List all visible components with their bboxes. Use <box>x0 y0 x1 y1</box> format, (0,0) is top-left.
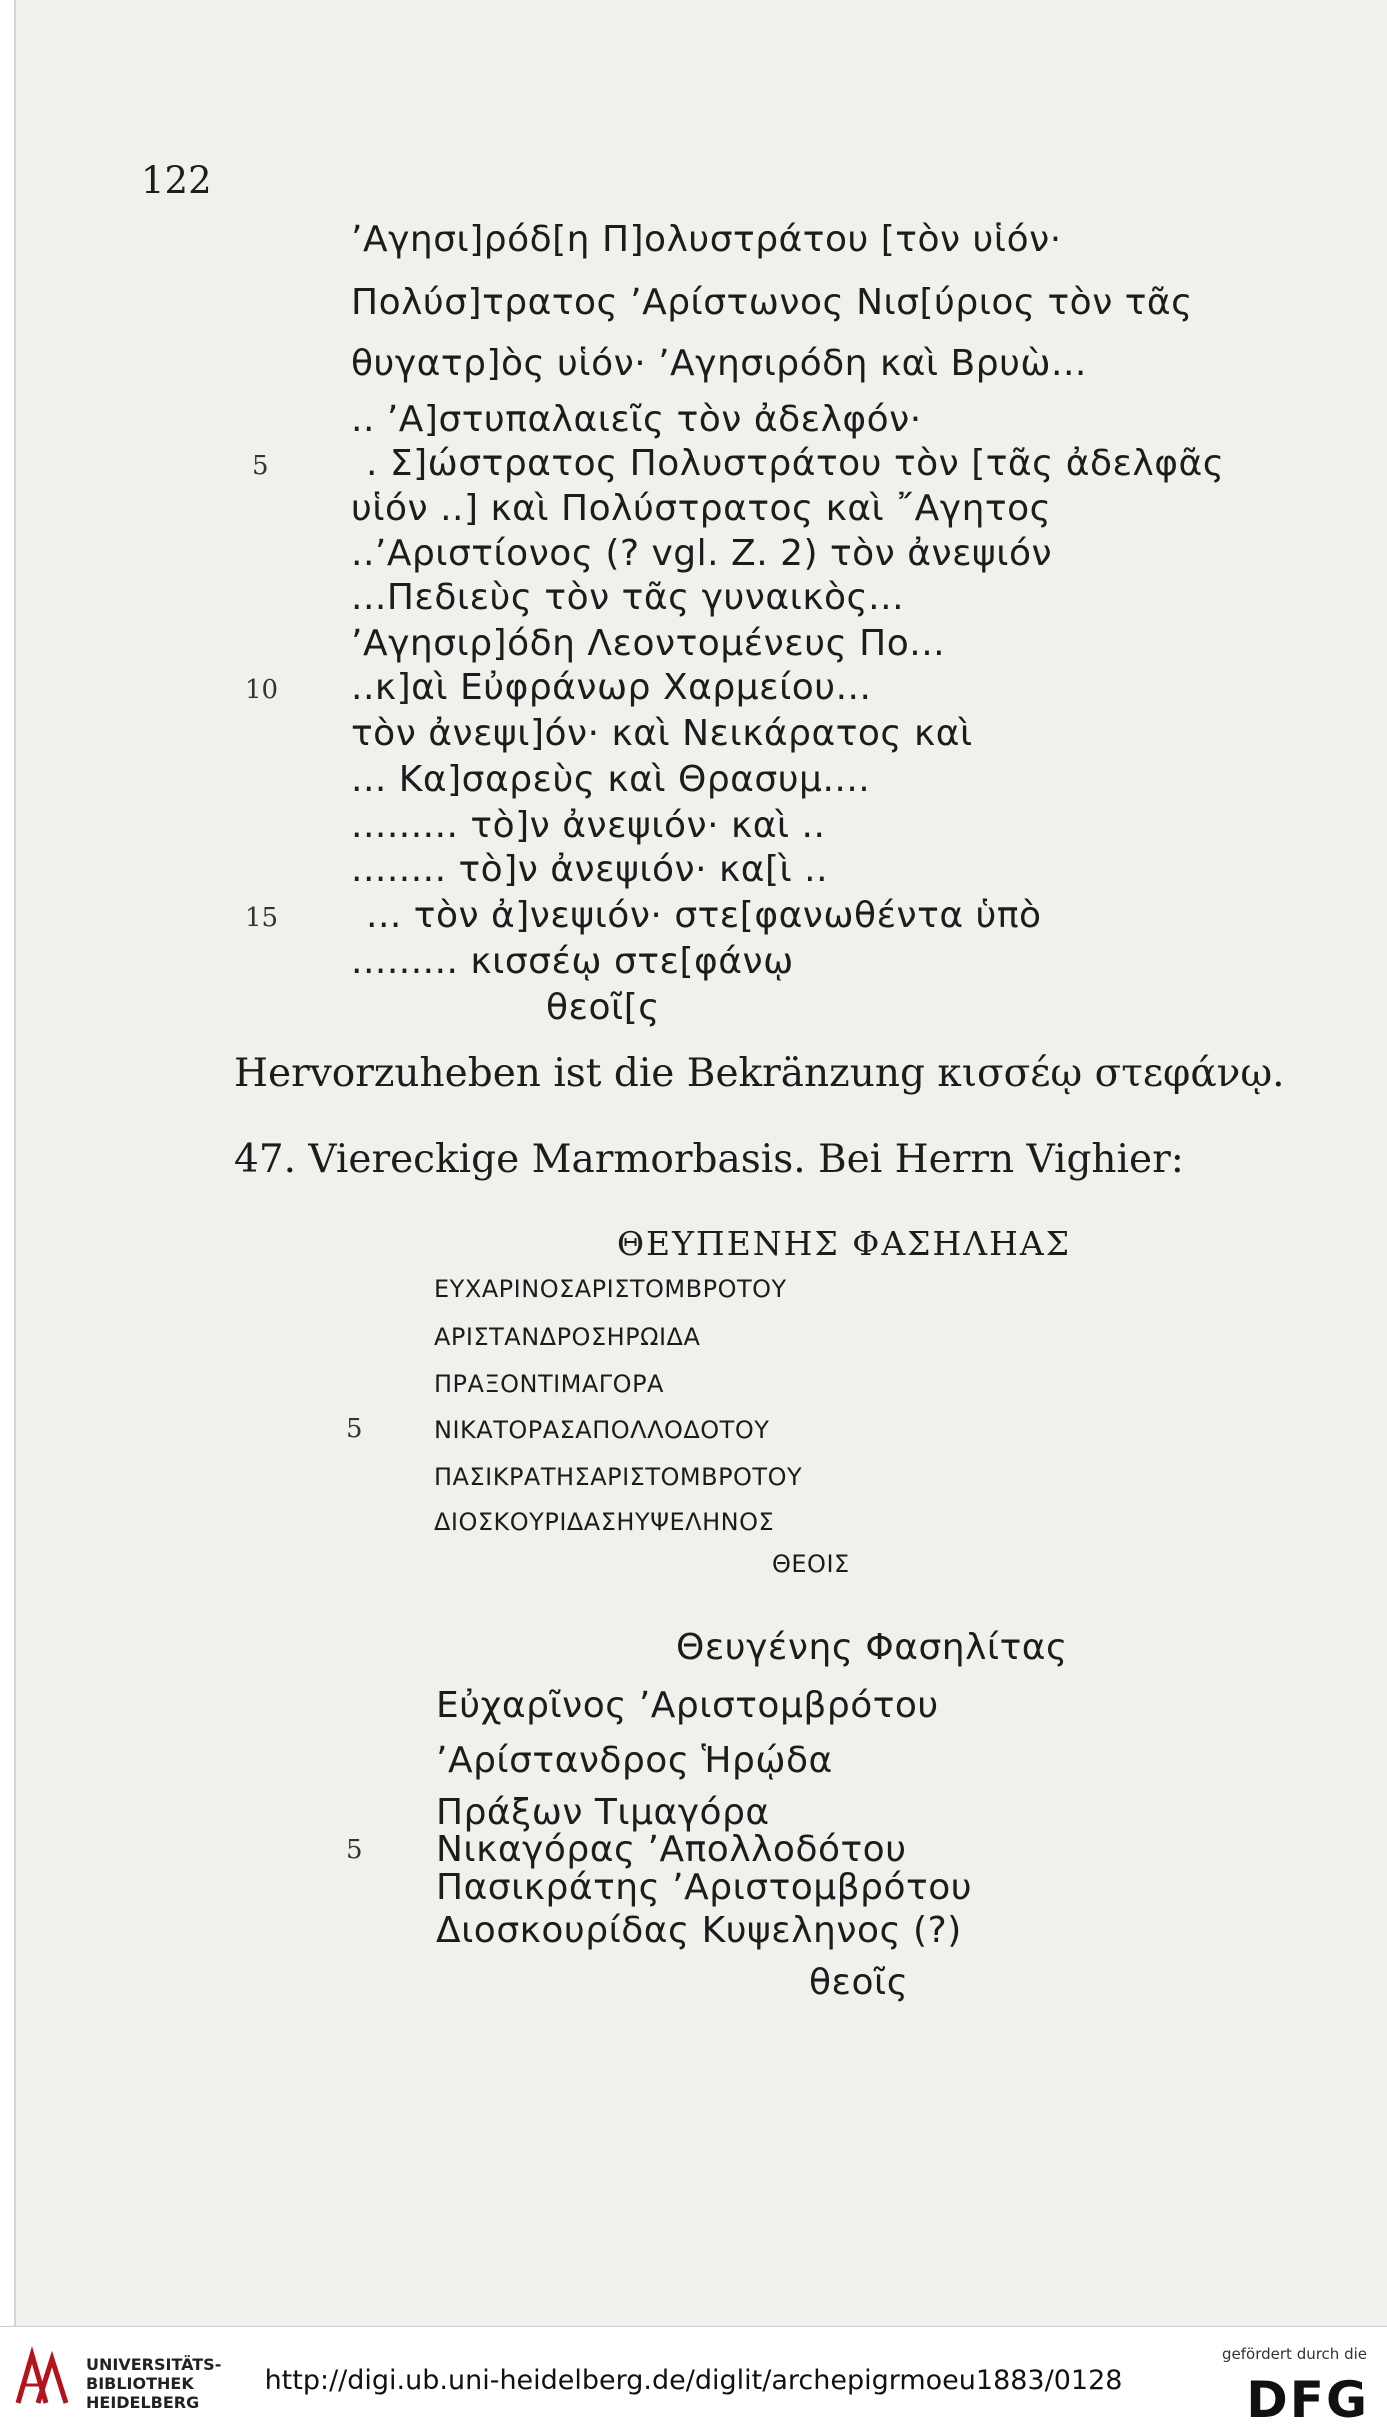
inscription-line: ’Αγησι]ρόδ[η Π]ολυστράτου [τὸν υἱόν· <box>351 219 1062 260</box>
transcription-line: θεοῖς <box>809 1962 909 2003</box>
transcription-line: Νικαγόρας ’Απολλοδότου <box>436 1829 907 1870</box>
library-name-line: BIBLIOTHEK <box>86 2374 194 2393</box>
book-page <box>14 0 1387 2326</box>
inscription-line: ...Πεδιεὺς τὸν τᾶς γυναικὸς... <box>351 577 905 618</box>
transcription-line: Διοσκουρίδας Κυψεληνος (?) <box>436 1910 962 1951</box>
transcription-title: Θευγένης Φασηλίτας <box>676 1627 1068 1668</box>
transcription-line: ’Αρίστανδρος Ἡρῴδα <box>436 1740 833 1781</box>
section-heading: 47. Viereckige Marmorbasis. Bei Herrn Vighier: <box>234 1137 1184 1182</box>
permalink-url[interactable]: http://digi.ub.uni-heidelberg.de/diglit/archepigrmoeu1883/0128 <box>264 2365 1123 2396</box>
line-number: 15 <box>245 903 279 933</box>
inscription-line: Πολύσ]τρατος ’Αρίστωνος Νισ[ύριος τὸν τᾶς <box>351 282 1193 323</box>
majuscule-line: ΠΑΣΙΚΡΑΤΗΣΑΡΙΣΤΟΜΒΡΟΤΟΥ <box>434 1463 803 1491</box>
inscription-line: ......... κισσέῳ στε[φάνῳ <box>351 941 794 982</box>
inscription-line: ..κ]αὶ Εὐφράνωρ Χαρμείου... <box>351 667 872 708</box>
majuscule-line: ΠΡΑΞΟΝΤΙΜΑΓΟΡΑ <box>434 1370 664 1398</box>
footer-bar <box>0 2326 1387 2433</box>
inscription-line: ... τὸν ἀ]νεψιόν· στε[φανωθέντα ὑπὸ <box>366 895 1042 936</box>
line-number: 10 <box>245 675 279 705</box>
inscription-line: θεοῖ[ς <box>546 987 660 1028</box>
inscription-line: τὸν ἀνεψι]όν· καὶ Νεικάρατος καὶ <box>351 713 973 754</box>
majuscule-line: ΔΙΟΣΚΟΥΡΙΔΑΣΗΥΨΕΛΗΝΟΣ <box>434 1508 775 1536</box>
inscription-line: ... Κα]σαρεὺς καὶ Θρασυμ.... <box>351 759 871 800</box>
commentary: Hervorzuheben ist die Bekränzung κισσέῳ στεφάνῳ. <box>234 1051 1285 1096</box>
line-number: 5 <box>346 1835 363 1865</box>
library-name-line: UNIVERSITÄTS- <box>86 2355 222 2374</box>
transcription-line: Πράξων Τιμαγόρα <box>436 1792 770 1833</box>
dfg-logo-icon[interactable]: DFG <box>1246 2371 1369 2429</box>
majuscule-line: ΑΡΙΣΤΑΝΔΡΟΣΗΡΩΙΔΑ <box>434 1323 701 1351</box>
transcription-line: Πασικράτης ’Αριστομβρότου <box>436 1867 973 1908</box>
inscription-line: ..’Αριστίονος (? vgl. Z. 2) τὸν ἀνεψιόν <box>351 533 1053 574</box>
majuscule-line: ΘΕΟΙΣ <box>772 1550 850 1578</box>
majuscule-title: ΘΕΥΠΕΝΗΣ ΦΑΣΗΛΗΑΣ <box>617 1224 1072 1263</box>
funded-by-label: gefördert durch die <box>1222 2345 1367 2363</box>
inscription-line: θυγατρ]ὸς υἱόν· ’Αγησιρόδη καὶ Βρυὼ... <box>351 343 1087 384</box>
inscription-line: .. ’Α]στυπαλαιεῖς τὸν ἀδελφόν· <box>351 399 922 440</box>
inscription-line: . Σ]ώστρατος Πολυστράτου τὸν [τᾶς ἀδελφᾶς <box>366 443 1225 484</box>
majuscule-line: ΝΙΚΑΤΟΡΑΣΑΠΟΛΛΟΔΟΤΟΥ <box>434 1416 770 1444</box>
majuscule-line: ΕΥΧΑΡΙΝΟΣΑΡΙΣΤΟΜΒΡΟΤΟΥ <box>434 1275 787 1303</box>
library-name-line: HEIDELBERG <box>86 2393 200 2412</box>
line-number: 5 <box>252 451 269 481</box>
inscription-line: ......... τὸ]ν ἀνεψιόν· καὶ .. <box>351 805 826 846</box>
line-number: 5 <box>346 1414 363 1444</box>
page-number: 122 <box>141 159 212 202</box>
transcription-line: Εὐχαρῖνος ’Αριστομβρότου <box>436 1685 939 1726</box>
inscription-line: υἱόν ..] καὶ Πολύστρατος καὶ ῎Αγητος <box>351 488 1052 529</box>
inscription-line: ’Αγησιρ]όδη Λεοντομένευς Πο... <box>351 623 946 664</box>
inscription-line: ........ τὸ]ν ἀνεψιόν· κα[ὶ .. <box>351 849 829 890</box>
